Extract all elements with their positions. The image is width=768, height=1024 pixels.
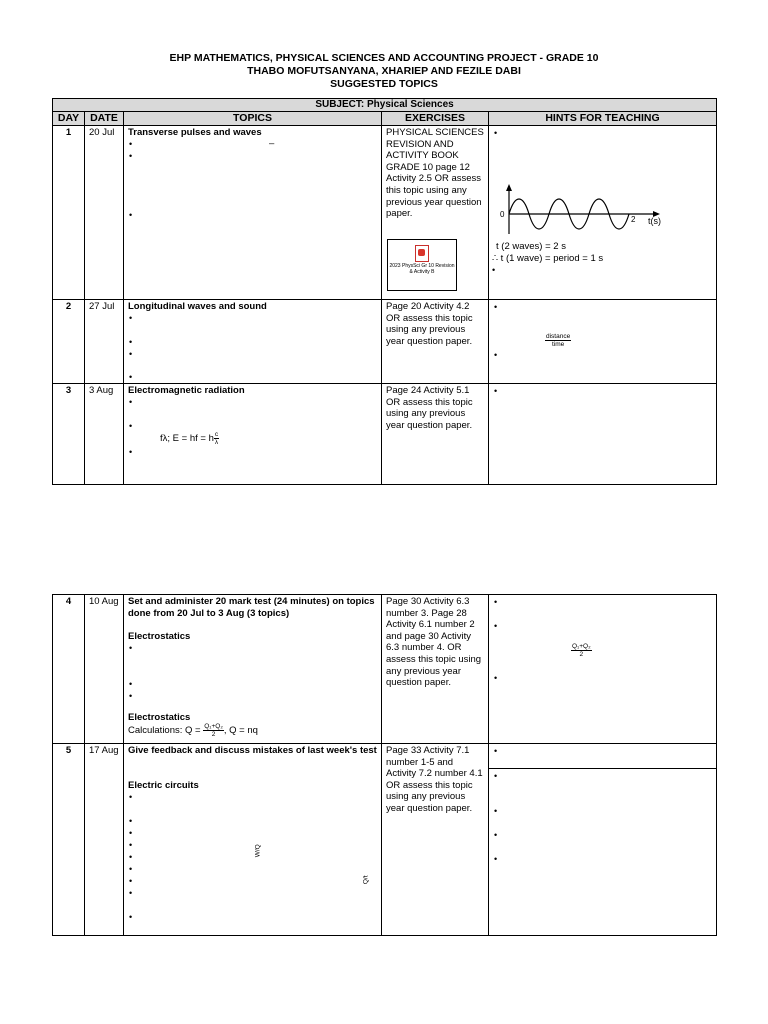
exercise-cell: Page 33 Activity 7.1 number 1-5 and Activity 7.2 number 4.1 OR assess this topic using any previous year question paper. xyxy=(382,744,489,936)
bullet: • xyxy=(129,210,133,220)
exercise-cell: Page 30 Activity 6.3 number 3. Page 28 Activity 6.1 number 2 and page 30 Activity 6.3 number 4. OR assess this topic using any previous year question paper. xyxy=(382,595,489,744)
date-cell: 20 Jul xyxy=(85,126,124,300)
table-row xyxy=(53,744,717,936)
topic-subheading: Electrostatics xyxy=(128,631,191,642)
topics-table-1 xyxy=(52,98,717,485)
dash-text: – xyxy=(269,138,275,149)
wave-graph xyxy=(497,184,667,236)
table-row xyxy=(53,384,717,485)
bullet: • xyxy=(129,876,133,886)
hint-cell xyxy=(489,300,717,384)
bullet: • xyxy=(129,337,133,347)
topic-subheading: Electrostatics xyxy=(128,712,191,723)
bullet: • xyxy=(129,792,133,802)
topic-title: Electromagnetic radiation xyxy=(128,385,245,396)
bullet: • xyxy=(494,771,498,781)
day-cell: 5 xyxy=(53,744,85,936)
col-topics: TOPICS xyxy=(124,112,382,126)
date-cell: 3 Aug xyxy=(85,384,124,485)
average-charge-fraction: $\frac{\text{Q₁+Q₂}}{2}$ xyxy=(572,643,591,658)
header-row xyxy=(53,112,717,126)
date-cell: 10 Aug xyxy=(85,595,124,744)
bullet: • xyxy=(129,447,133,457)
bullet: • xyxy=(129,912,133,922)
day-cell: 1 xyxy=(53,126,85,300)
bullet: • xyxy=(129,816,133,826)
hint-cell xyxy=(489,384,717,485)
bullet: • xyxy=(129,139,133,149)
topic-title: Give feedback and discuss mistakes of last week's test xyxy=(128,745,377,756)
axis-label: t(s) xyxy=(648,216,661,226)
topics-table-2 xyxy=(52,594,717,936)
bullet: • xyxy=(494,673,498,683)
bullet: • xyxy=(494,128,498,138)
bullet: • xyxy=(129,864,133,874)
formula: fλ; E = hf = h $\frac{c}{\lambda}$ xyxy=(160,431,219,446)
rotated-fraction: W/Q xyxy=(254,844,262,858)
bullet: • xyxy=(129,840,133,850)
exercise-cell: Page 24 Activity 5.1 OR assess this topic using any previous year question paper. xyxy=(382,384,489,485)
col-day: DAY xyxy=(53,112,85,126)
bullet: • xyxy=(494,350,498,360)
hint-text: ∴ t (1 wave) = period = 1 s xyxy=(492,253,604,264)
bullet: • xyxy=(494,597,498,607)
bullet: • xyxy=(494,746,498,756)
bullet: • xyxy=(494,830,498,840)
exercise-cell xyxy=(382,126,489,300)
topic-cell xyxy=(124,595,382,744)
bullet: • xyxy=(129,691,133,701)
bullet: • xyxy=(129,421,133,431)
bullet: • xyxy=(494,302,498,312)
bullet: • xyxy=(494,854,498,864)
bullet: • xyxy=(129,349,133,359)
date-cell: 27 Jul xyxy=(85,300,124,384)
pdf-icon xyxy=(415,245,429,262)
day-cell: 2 xyxy=(53,300,85,384)
bullet: • xyxy=(129,888,133,898)
topic-title: Longitudinal waves and sound xyxy=(128,301,267,312)
bullet: • xyxy=(129,151,133,161)
bullet: • xyxy=(494,621,498,631)
topic-cell xyxy=(124,744,382,936)
date-cell: 17 Aug xyxy=(85,744,124,936)
topic-cell xyxy=(124,300,382,384)
bullet: • xyxy=(129,397,133,407)
hint-subcell xyxy=(489,744,716,769)
origin-label: 0 xyxy=(500,210,505,219)
topic-title: Transverse pulses and waves xyxy=(128,127,262,138)
table-row xyxy=(53,300,717,384)
hint-cell xyxy=(489,595,717,744)
bullet: • xyxy=(129,679,133,689)
exercise-text: PHYSICAL SCIENCES REVISION AND ACTIVITY BOOK GRADE 10 page 12 Activity 2.5 OR assess this topic using any previous year question paper. xyxy=(386,127,484,220)
bullet: • xyxy=(494,386,498,396)
tick-label: 2 xyxy=(631,215,636,224)
attachment-label: 2023 PhysSci Gr 10 Revision & Activity B xyxy=(389,263,455,275)
col-hints: HINTS FOR TEACHING xyxy=(489,112,717,126)
table-row xyxy=(53,126,717,300)
calculation-formula: Calculations: Q = $\frac{\text{Q₁+Q₂}}{2}$ , Q = nq xyxy=(128,723,258,738)
bullet: • xyxy=(492,265,496,275)
day-cell: 4 xyxy=(53,595,85,744)
pdf-attachment[interactable] xyxy=(387,239,457,291)
bullet: • xyxy=(129,643,133,653)
distance-over-time: distance time xyxy=(546,333,571,348)
bullet: • xyxy=(494,806,498,816)
topic-cell xyxy=(124,126,382,300)
doc-heading: SUGGESTED TOPICS xyxy=(330,78,438,90)
col-date: DATE xyxy=(85,112,124,126)
day-cell: 3 xyxy=(53,384,85,485)
bullet: • xyxy=(129,372,133,382)
doc-subtitle: THABO MOFUTSANYANA, XHARIEP AND FEZILE DABI xyxy=(247,65,521,77)
bullet: • xyxy=(129,313,133,323)
table-row xyxy=(53,595,717,744)
col-exercises: EXERCISES xyxy=(382,112,489,126)
exercise-cell: Page 20 Activity 4.2 OR assess this topic using any previous year question paper. xyxy=(382,300,489,384)
topic-title: Set and administer 20 mark test (24 minutes) on topics done from 20 Jul to 3 Aug (3 topics) xyxy=(128,596,375,619)
bullet: • xyxy=(129,852,133,862)
rotated-fraction: Q/t xyxy=(362,875,370,885)
bullet: • xyxy=(129,828,133,838)
topic-subheading: Electric circuits xyxy=(128,780,199,791)
subject-row: SUBJECT: Physical Sciences xyxy=(53,99,717,112)
doc-title: EHP MATHEMATICS, PHYSICAL SCIENCES AND ACCOUNTING PROJECT - GRADE 10 xyxy=(169,52,599,64)
hint-cell xyxy=(489,744,717,936)
hint-cell xyxy=(489,126,717,300)
hint-text: t (2 waves) = 2 s xyxy=(496,241,566,252)
topic-cell xyxy=(124,384,382,485)
